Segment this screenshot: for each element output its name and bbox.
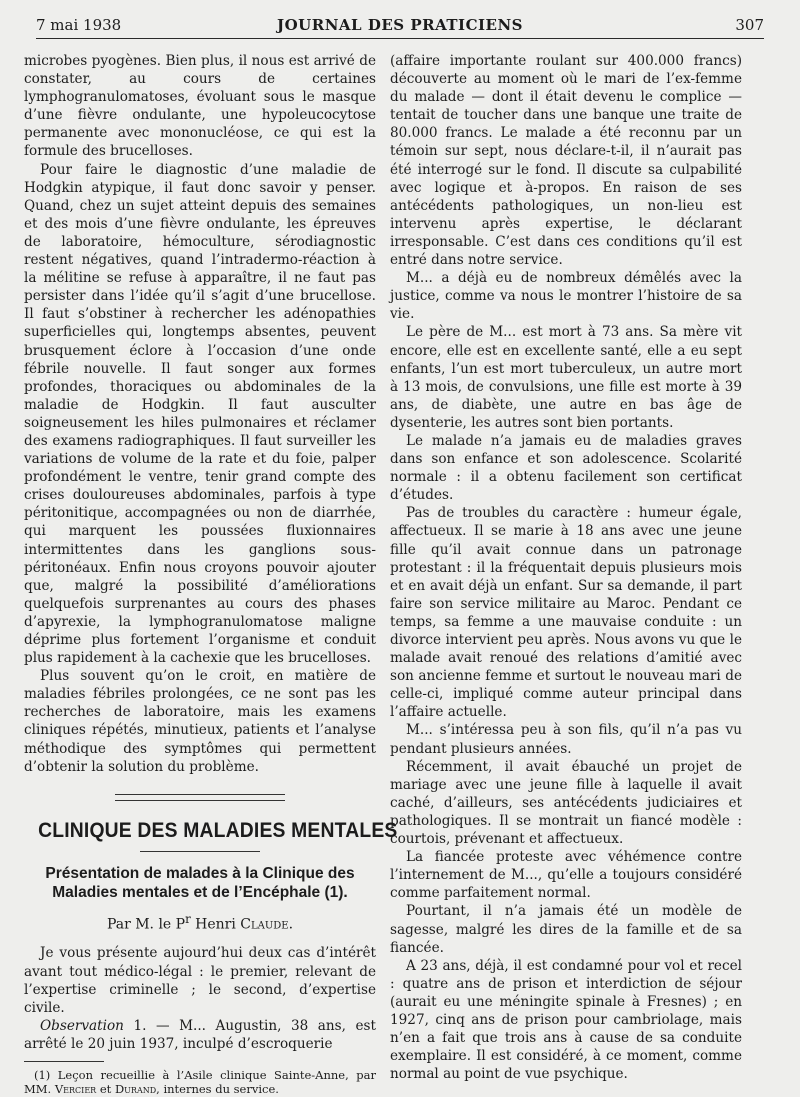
footnote bbox=[24, 1068, 376, 1097]
footnote-name: Vercier bbox=[54, 1082, 97, 1097]
paragraph: M... s’intéressa peu à son fils, qu’il n’a pas vu pendant plusieurs années. bbox=[390, 722, 742, 757]
observation-paragraph bbox=[24, 1017, 376, 1053]
observation-text: 1. — M... Augustin, 38 ans, est arrêté le 20 juin 1937, inculpé d’escroquerie bbox=[24, 1017, 376, 1052]
paragraph: microbes pyogènes. Bien plus, il nous est arrivé de constater, au cours de certaines lymphogranulomatoses, évoluant sous le masque d’une fièvre ondulante, une hypoleucocytose permanente avec mononucléose, ce qui est la formule des brucelloses. bbox=[24, 53, 376, 160]
header-date: 7 mai 1938 bbox=[36, 16, 122, 34]
page-number: 307 bbox=[735, 16, 764, 34]
byline-prefix: Par M. le P bbox=[106, 916, 186, 933]
article-title: Présentation de malades à la Clinique des Maladies mentales et de l’Encéphale (1). bbox=[45, 864, 355, 901]
byline-sup: r bbox=[185, 911, 191, 926]
journal-name: JOURNAL DES PRATICIENS bbox=[277, 16, 523, 34]
footnote-name: Durand bbox=[114, 1082, 157, 1097]
left-column bbox=[24, 52, 398, 1097]
paragraph: Pourtant, il n’a jamais été un modèle de sagesse, malgré les dires de la famille et de sa fiancée. bbox=[390, 903, 742, 956]
paragraph: Le malade n’a jamais eu de maladies graves dans son enfance et son adolescence. Scolarité normale : il a obtenu facilement son certificat d’études. bbox=[390, 432, 742, 504]
running-header bbox=[36, 12, 764, 39]
paragraph: Récemment, il avait ébauché un projet de mariage avec une jeune fille à laquelle il avait caché, d’ailleurs, ses antécédents judiciaires et pathologiques. Il se montrait un fiancé modèle : courtois, prévenant et affectueux. bbox=[390, 758, 742, 848]
footnote-text: et bbox=[96, 1082, 115, 1097]
paragraph: Plus souvent qu’on le croit, en matière de maladies fébriles prolongées, ce ne sont pas les recherches de laboratoire, mais les examens cliniques répétés, minutieux, patients et l’analyse méthodique des symptômes qui permettent d’obtenir la solution du problème. bbox=[24, 668, 376, 775]
paragraph: A 23 ans, déjà, il est condamné pour vol et recel : quatre ans de prison et interdiction de séjour (aurait eu une méningite spinale à Fresnes) ; en 1927, cinq ans de prison pour cambriolage, mais n’en a fait que trois ans à cause de sa conduite exemplaire. Il est considéré, à ce moment, comme normal au point de vue psychique. bbox=[390, 957, 742, 1083]
byline-surname: Claude. bbox=[240, 916, 294, 933]
footnote-text: (1) Leçon recueillie à l’Asile clinique Sainte-Anne, par MM. bbox=[24, 1067, 376, 1097]
footnote-rule bbox=[24, 1061, 104, 1062]
byline bbox=[24, 912, 376, 933]
title-rule bbox=[140, 851, 260, 852]
footnote-text: , internes du service. bbox=[156, 1082, 279, 1097]
section-title: CLINIQUE DES MALADIES MENTALES bbox=[38, 818, 398, 842]
double-rule-divider bbox=[115, 794, 285, 801]
paragraph: Pas de troubles du caractère : humeur égale, affectueux. Il se marie à 18 ans avec une jeune fille qu’il avait connue dans un patronage protestant : il la fréquentait depuis plusieurs mois et en avait déjà un enfant. Sur sa demande, il part faire son service militaire au Maroc. Pendant ce temps, sa femme a une mauvaise conduite : un divorce intervient peu après. Nous avons vu que le malade avait renoué des relations d’amitié avec son ancienne femme et surtout le nouveau mari de celle-ci, impliqué comme auteur principal dans l’affaire actuelle. bbox=[390, 505, 742, 721]
byline-firstname: Henri bbox=[195, 916, 236, 933]
observation-label: Observation bbox=[40, 1017, 124, 1034]
right-column bbox=[390, 52, 742, 1083]
paragraph: Pour faire le diagnostic d’une maladie de Hodgkin atypique, il faut donc savoir y penser. Quand, chez un sujet atteint depuis des semaines et des mois d’une fièvre ondulante, les épreuves de laboratoire, hémoculture, sérodiagnostic restent négatives, quand l’intradermo-réaction à la mélitine se refuse à apparaître, il ne faut pas persister dans l’idée qu’il s’agit d’une brucellose. Il faut s’obstiner à rechercher les adénopathies superficielles qui, longtemps absentes, peuvent brusquement éclore à l’occasion d’une onde fébrile nouvelle. Il faut songer aux formes profondes, thoraciques ou abdominales de la maladie de Hodgkin. Il faut ausculter soigneusement les hiles pulmonaires et réclamer des examens radiographiques. Il faut surveiller les variations de volume de la rate et du foie, palper profondément le ventre, tenir grand compte des crises douloureuses abdominales, parfois à type péritonitique, accompagnées ou non de diarrhée, qui marquent les poussées fluxionnaires intermittentes dans les ganglions sous-péritonéaux. Enfin nous croyons pouvoir ajouter que, malgré la possibilité d’améliorations quelquefois surprenantes au cours des phases d’apyrexie, la lymphogranulomatose maligne déprime plus fortement l’organisme et conduit plus rapidement à la cachexie que les brucelloses. bbox=[24, 161, 376, 667]
paragraph: (affaire importante roulant sur 400.000 francs) découverte au moment où le mari de l’ex-femme du malade — dont il était devenu le complice — tentait de toucher dans une banque une traite de 80.000 francs. Le malade a été reconnu par un témoin sur sept, nous déclare-t-il, il n’aurait pas été interrogé sur le fond. Il discute sa culpabilité avec logique et à-propos. En raison de ses antécédents pathologiques, un non-lieu est intervenu après expertise, le déclarant irresponsable. C’est dans ces conditions qu’il est entré dans notre service. bbox=[390, 53, 742, 269]
paragraph: M... a déjà eu de nombreux démêlés avec la justice, comme va nous le montrer l’histoire de sa vie. bbox=[390, 270, 742, 323]
paragraph: La fiancée proteste avec véhémence contre l’internement de M..., qu’elle a toujours considéré comme parfaitement normal. bbox=[390, 849, 742, 902]
paragraph: Je vous présente aujourd’hui deux cas d’intérêt avant tout médico-légal : le premier, relevant de l’expertise criminelle ; le second, d’expertise civile. bbox=[24, 945, 376, 1016]
paragraph: Le père de M... est mort à 73 ans. Sa mère vit encore, elle est en excellente santé, elle a eu sept enfants, l’un est mort tuberculeux, un autre mort à 13 mois, de convulsions, une fille est morte à 39 ans, de diabète, une autre en bas âge de dysenterie, les autres sont bien portants. bbox=[390, 324, 742, 431]
